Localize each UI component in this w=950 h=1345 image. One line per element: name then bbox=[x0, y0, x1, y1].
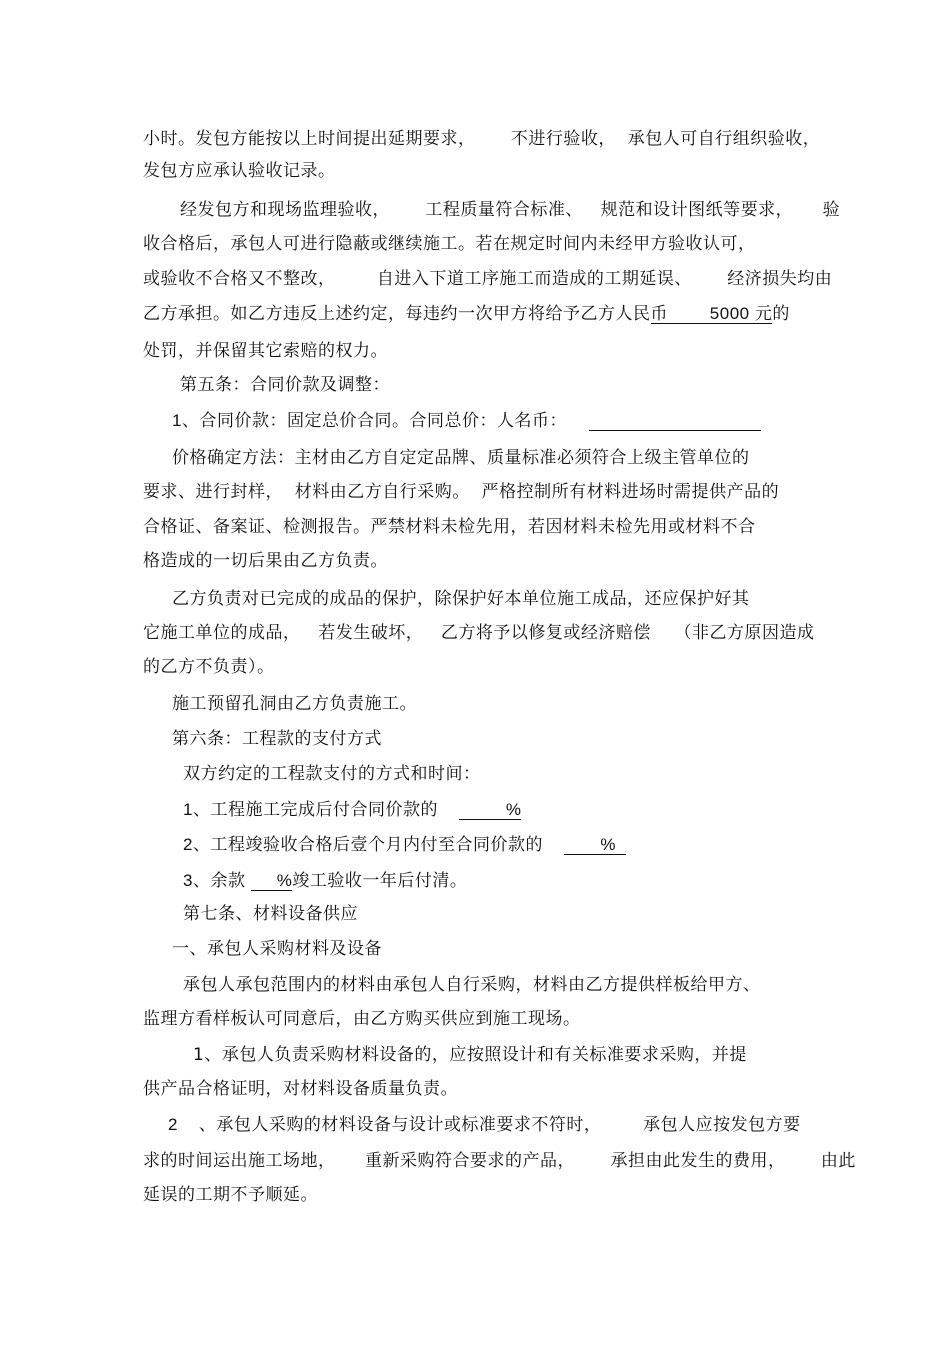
subsection-heading: 一、承包人采购材料及设备 bbox=[172, 939, 382, 959]
paragraph-line: 价格确定方法：主材由乙方自定定品牌、质量标准必须符合上级主管单位的 bbox=[172, 448, 750, 468]
paragraph-line: 延误的工期不予顺延。 bbox=[143, 1185, 318, 1205]
paragraph-line: 合格证、备案证、检测报告。严禁材料未检先用，若因材料未检先用或材料不合 bbox=[143, 517, 756, 537]
paragraph-line: 格造成的一切后果由乙方负责。 bbox=[143, 551, 388, 571]
paragraph-line: 的乙方不负责）。 bbox=[143, 657, 275, 677]
paragraph-line: 处罚，并保留其它索赔的权力。 bbox=[143, 341, 388, 361]
paragraph-line: 小时。发包方能按以上时间提出延期要求， 不进行验收， 承包人可自行组织验收， bbox=[143, 129, 821, 149]
paragraph-line: 供产品合格证明，对材料设备质量负责。 bbox=[143, 1079, 458, 1099]
paragraph-line: 发包方应承认验收记录。 bbox=[143, 161, 336, 181]
paragraph-line: 双方约定的工程款支付的方式和时间： bbox=[183, 764, 481, 784]
paragraph-line: 乙方负责对已完成的成品的保护，除保护好本单位施工成品，还应保护好其 bbox=[172, 589, 750, 609]
text: 3、余款 bbox=[183, 871, 251, 890]
percent-blank: % bbox=[458, 800, 522, 819]
penalty-amount: 币 5000 元 bbox=[650, 304, 773, 323]
contract-price-line bbox=[172, 410, 761, 432]
text: 1、合同价款：固定总价合同。合同总价：人名币： bbox=[172, 411, 567, 430]
paragraph-line-penalty bbox=[143, 303, 790, 325]
payment-item-3 bbox=[183, 870, 467, 892]
payment-item-1 bbox=[183, 799, 521, 821]
paragraph-line: 施工预留孔洞由乙方负责施工。 bbox=[172, 694, 417, 714]
paragraph-line: 承包人承包范围内的材料由承包人自行采购，材料由乙方提供样板给甲方、 bbox=[183, 975, 761, 995]
section-heading-6: 第六条：工程款的支付方式 bbox=[172, 729, 382, 749]
contract-price-blank bbox=[589, 412, 761, 431]
paragraph-line: 监理方看样板认可同意后，由乙方购买供应到施工现场。 bbox=[143, 1009, 581, 1029]
paragraph-line: 1、承包人负责采购材料设备的，应按照设计和有关标准要求采购，并提 bbox=[193, 1045, 747, 1065]
text: 乙方承担。如乙方违反上述约定，每违约一次甲方将给予乙方人民 bbox=[143, 304, 651, 324]
percent-blank: % bbox=[250, 871, 293, 890]
paragraph-line: 收合格后，承包人可进行隐蔽或继续施工。若在规定时间内未经甲方验收认可， bbox=[143, 234, 756, 254]
paragraph-line: 求的时间运出施工场地， 重新采购符合要求的产品， 承担由此发生的费用， 由此 bbox=[143, 1151, 856, 1171]
text: 竣工验收一年后付清。 bbox=[292, 871, 468, 890]
percent-blank: % bbox=[563, 835, 627, 854]
paragraph-line: 它施工单位的成品， 若发生破坏， 乙方将予以修复或经济赔偿 （非乙方原因造成 bbox=[143, 623, 815, 643]
payment-item-2 bbox=[183, 834, 626, 856]
paragraph-line: 经发包方和现场监理验收， 工程质量符合标准、 规范和设计图纸等要求， 验 bbox=[180, 200, 841, 220]
section-heading-5: 第五条：合同价款及调整： bbox=[180, 375, 390, 395]
paragraph-line: 2 、承包人采购的材料设备与设计或标准要求不符时， 承包人应按发包方要 bbox=[168, 1115, 801, 1134]
section-heading-7: 第七条、材料设备供应 bbox=[183, 904, 358, 924]
text: 2、工程竣验收合格后壹个月内付至合同价款的 bbox=[183, 835, 564, 854]
paragraph-line: 或验收不合格又不整改， 自进入下道工序施工而造成的工期延误、 经济损失均由 bbox=[143, 269, 833, 289]
text: 的 bbox=[772, 304, 790, 324]
paragraph-line: 要求、进行封样， 材料由乙方自行采购。 严格控制所有材料进场时需提供产品的 bbox=[143, 482, 780, 502]
text: 1、工程施工完成后付合同价款的 bbox=[183, 800, 459, 819]
